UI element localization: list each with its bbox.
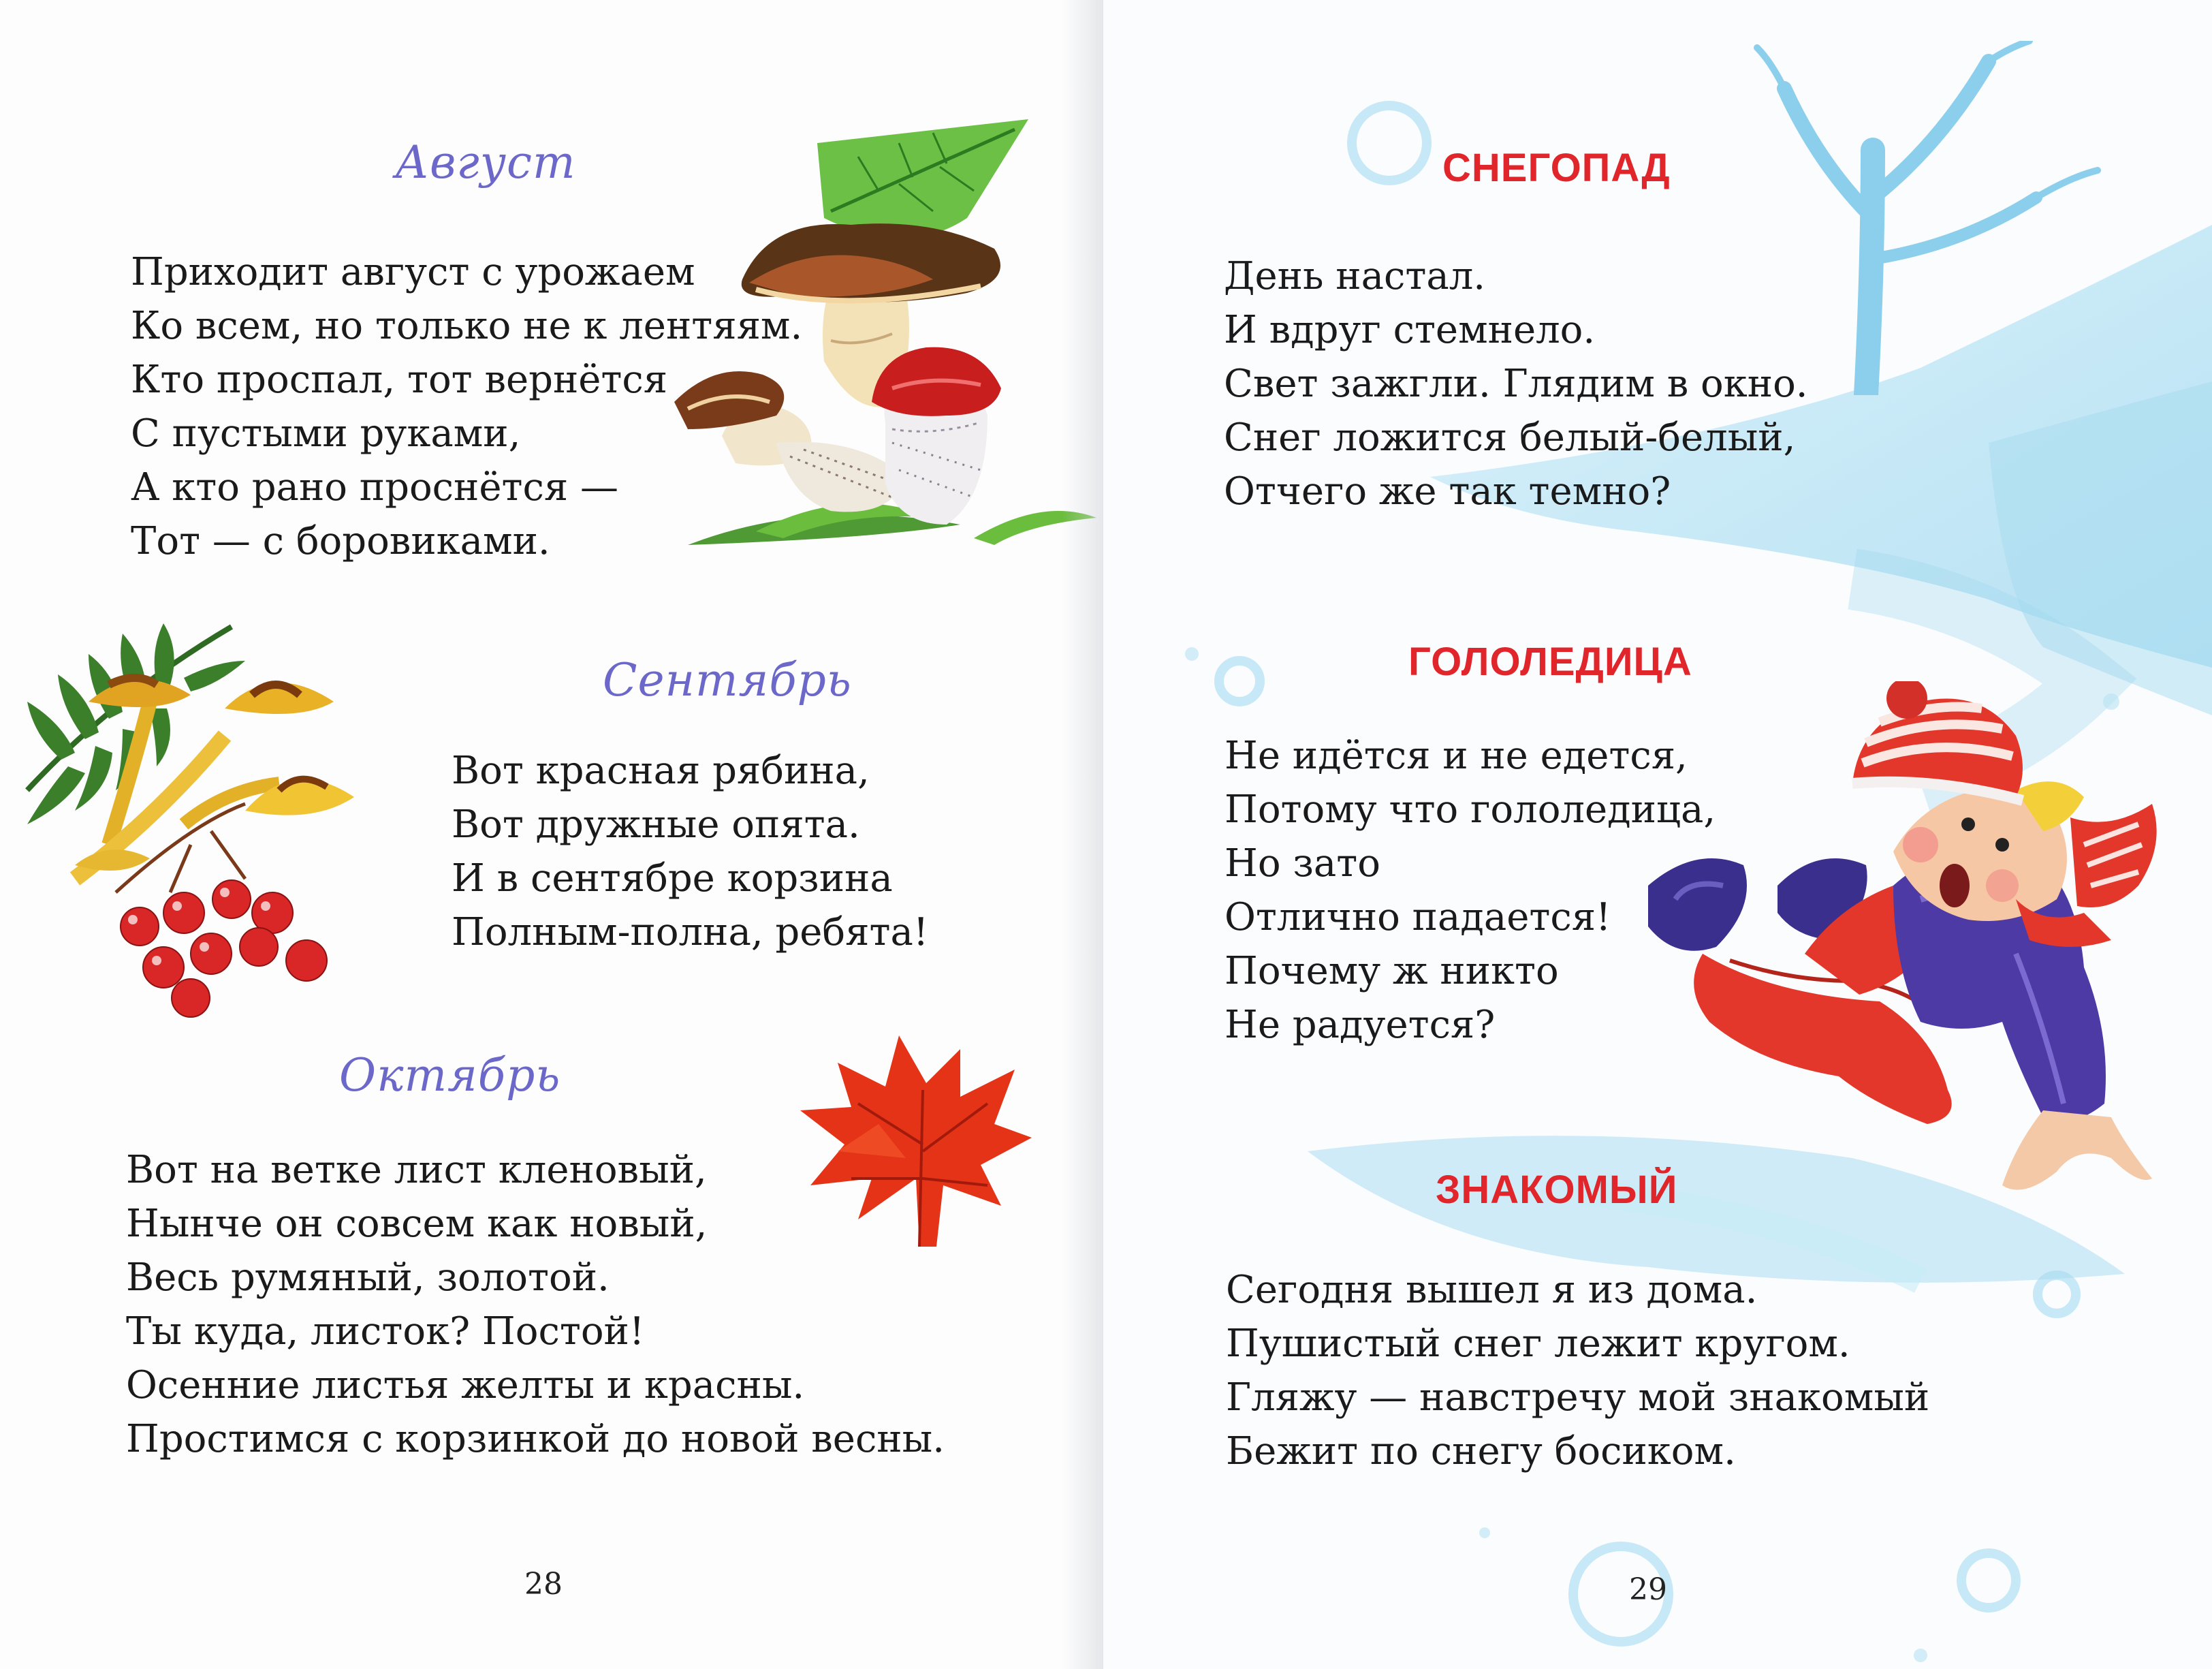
august-title: Август [395, 136, 576, 189]
snowfall-poem [1224, 249, 1808, 518]
poem-line: Вот на ветке лист кленовый, [126, 1148, 707, 1192]
poem-line: Нынче он совсем как новый, [126, 1202, 708, 1246]
poem-line: И в сентябре корзина [452, 856, 893, 901]
october-poem [126, 1143, 945, 1466]
left-page [0, 0, 1103, 1669]
poem-line: Снег ложится белый-белый, [1224, 416, 1796, 460]
poem-line: Свет зажгли. Глядим в окно. [1224, 362, 1808, 406]
page-number-right: 29 [1629, 1572, 1667, 1607]
poem-line: Тот — с боровиками. [131, 519, 550, 563]
boy-slipping-on-ice-illustration [1634, 681, 2179, 1213]
snowfall-title: СНЕГОПАД [1442, 146, 1671, 190]
poem-line: Сегодня вышел я из дома. [1226, 1268, 1758, 1312]
poem-line: Отлично падается! [1224, 895, 1611, 939]
poem-line: Приходит август с урожаем [131, 250, 695, 294]
poem-line: Ты куда, листок? Постой! [126, 1309, 645, 1354]
poem-line: Вот красная рябина, [452, 749, 870, 793]
poem-line: С пустыми руками, [131, 411, 521, 456]
poem-line: Отчего же так темно? [1224, 469, 1671, 514]
poem-line: Не радуется? [1224, 1003, 1496, 1047]
poem-line: День настал. [1224, 254, 1486, 298]
october-title: Октябрь [339, 1049, 561, 1102]
poem-line: Кто проспал, тот вернётся [131, 358, 668, 402]
poem-line: Вот дружные опята. [452, 802, 860, 847]
september-poem [452, 744, 928, 959]
september-title: Сентябрь [603, 654, 852, 706]
poem-line: Ко всем, но только не к лентяям. [131, 304, 803, 348]
poem-line: Весь румяный, золотой. [126, 1255, 610, 1300]
poem-line: Осенние листья желты и красны. [126, 1363, 805, 1407]
august-poem [131, 245, 802, 568]
poem-line: Почему ж никто [1224, 949, 1559, 993]
rowan-and-honey-fungus-illustration [20, 620, 388, 1029]
poem-line: Пушистый снег лежит кругом. [1226, 1322, 1850, 1366]
page-number-left: 28 [524, 1567, 563, 1602]
poem-line: Но зато [1224, 841, 1380, 886]
acquaintance-title: ЗНАКОМЫЙ [1436, 1168, 1678, 1212]
right-page [1103, 0, 2212, 1669]
poem-line: Гляжу — навстречу мой знакомый [1226, 1375, 1930, 1420]
acquaintance-poem [1226, 1263, 1929, 1478]
poem-line: А кто рано проснётся — [131, 465, 618, 510]
poem-line: Полным-полна, ребята! [452, 910, 929, 954]
poem-line: Не идётся и не едется, [1224, 734, 1688, 778]
ice-title: ГОЛОЛЕДИЦА [1408, 640, 1692, 684]
poem-line: Потому что гололедица, [1224, 787, 1716, 832]
poem-line: И вдруг стемнело. [1224, 308, 1596, 352]
poem-line: Простимся с корзинкой до новой весны. [126, 1417, 945, 1461]
poem-line: Бежит по снегу босиком. [1226, 1429, 1736, 1473]
